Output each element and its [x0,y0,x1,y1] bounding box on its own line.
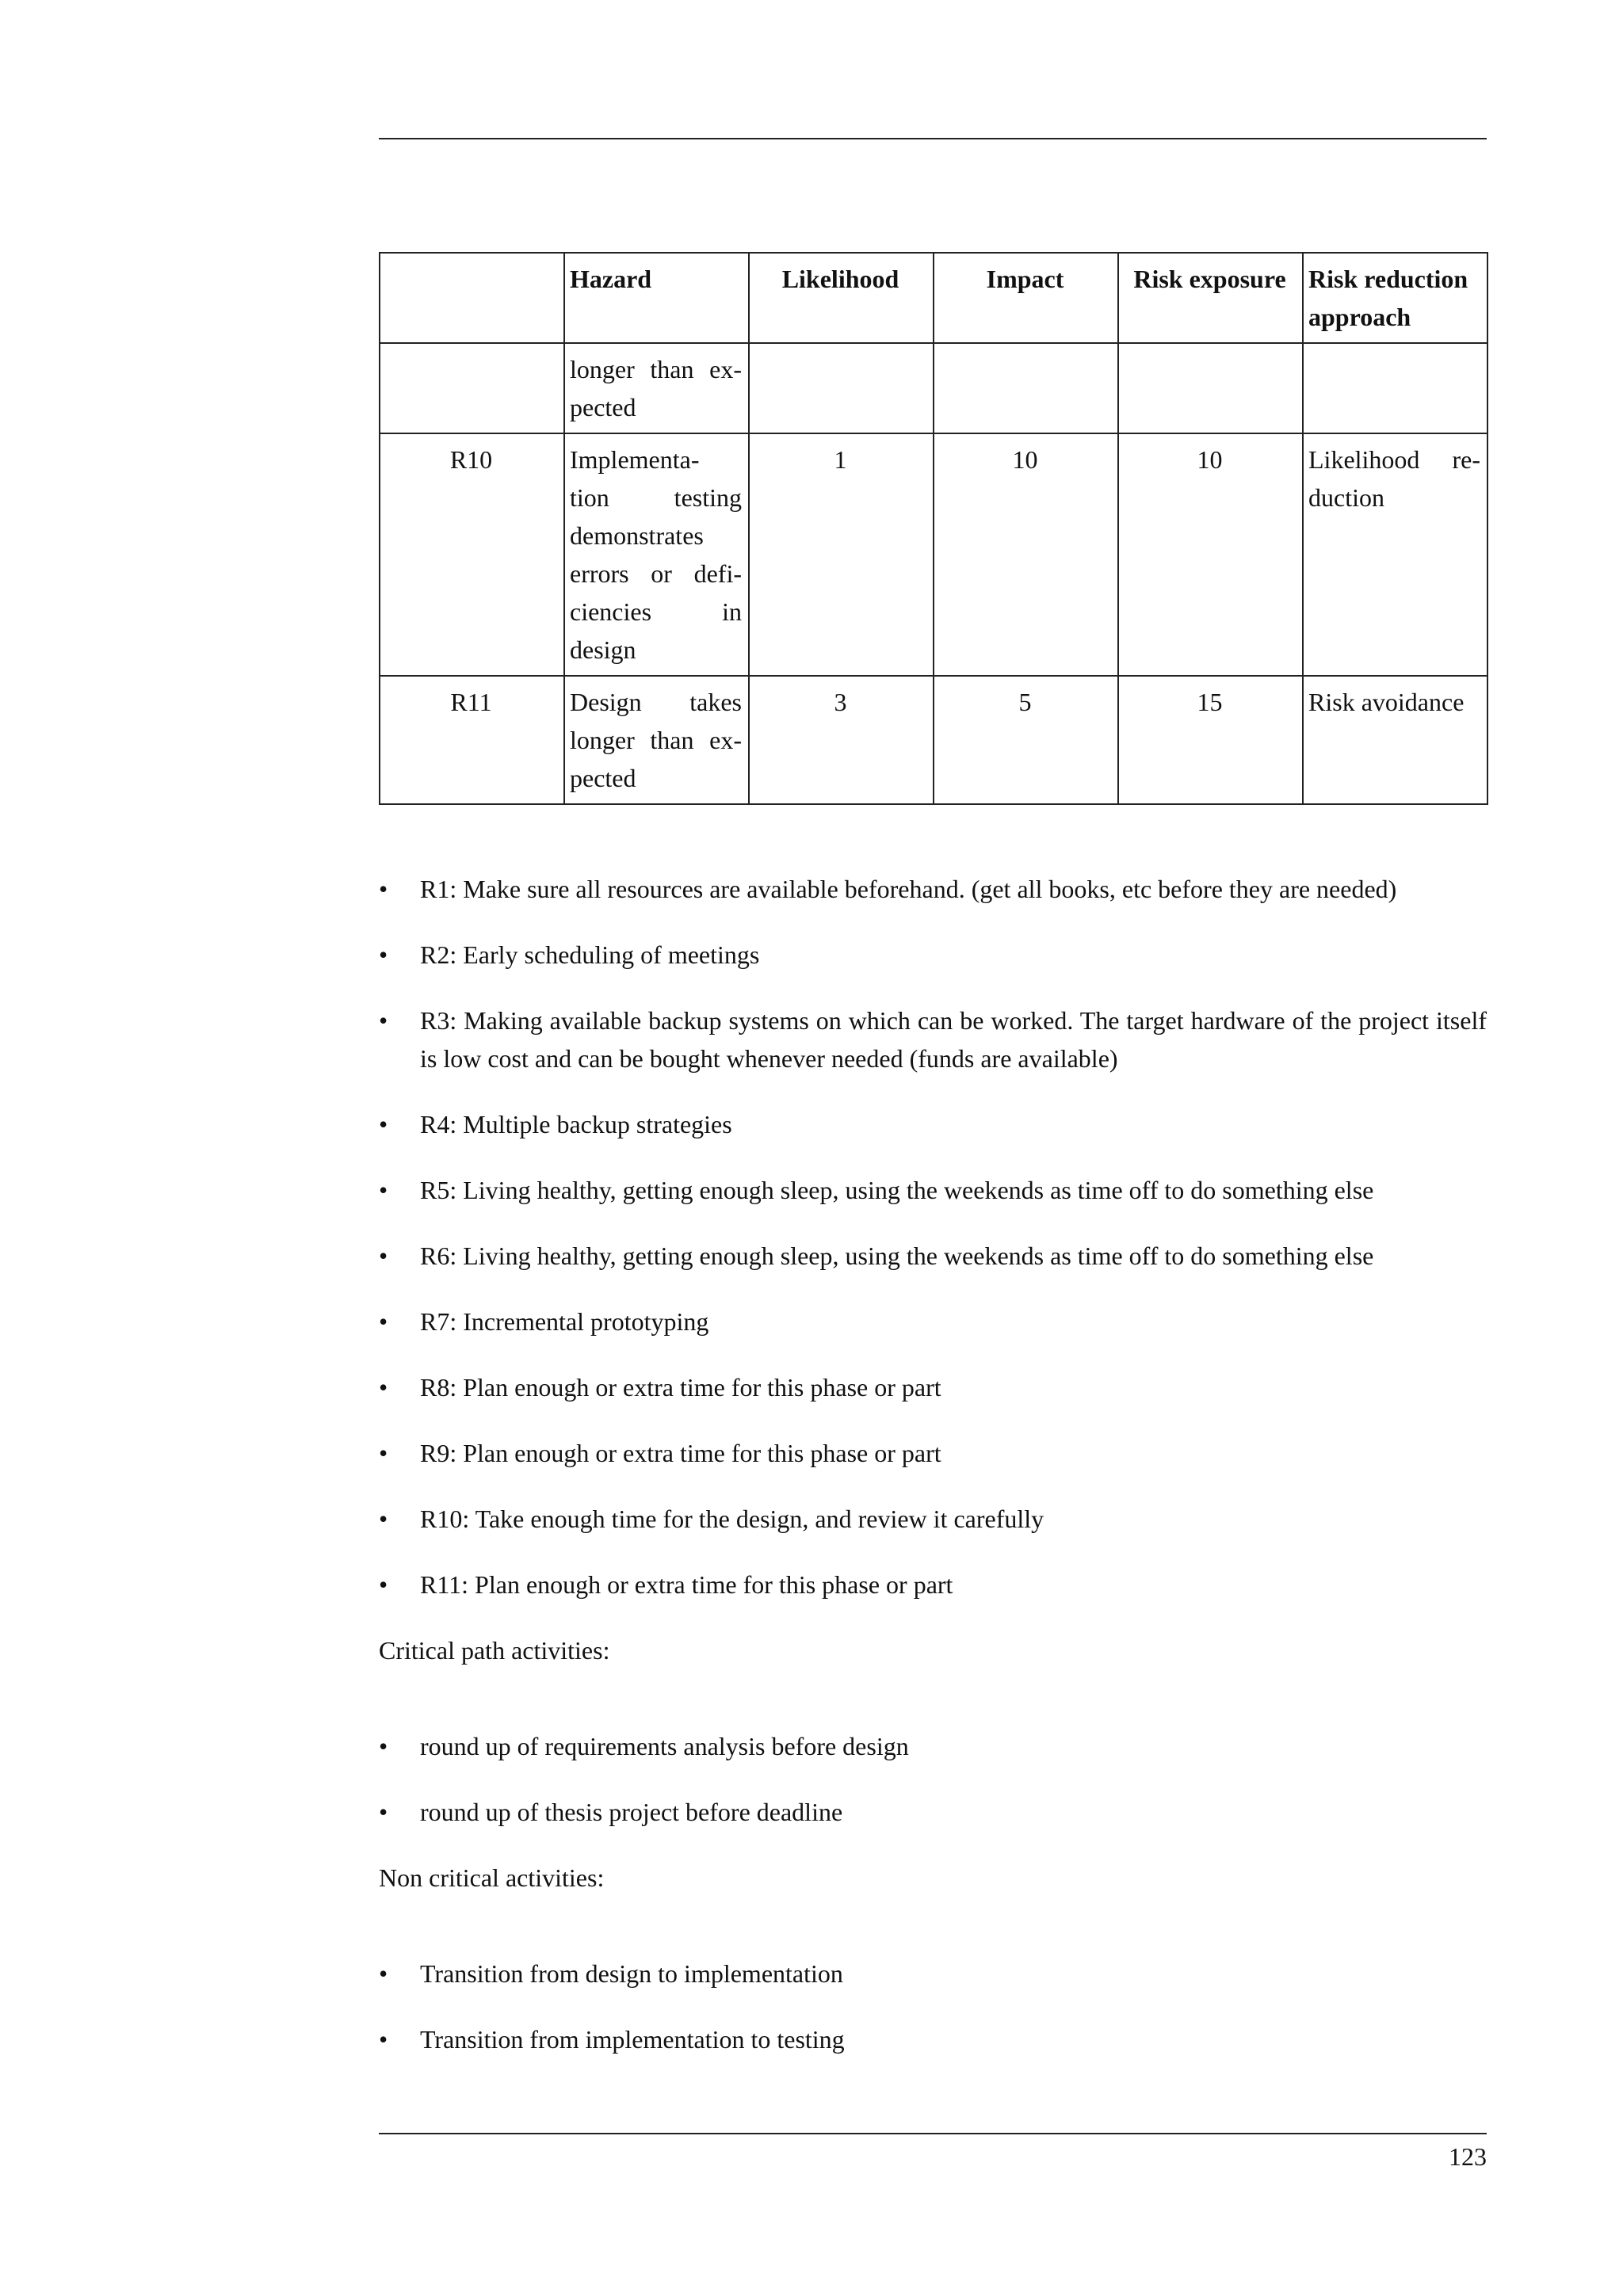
approach-line: duction [1308,483,1384,512]
cell-reduction-approach [1303,343,1487,433]
list-item [379,1500,1487,1538]
header-risk-exposure: Risk exposure [1118,253,1303,343]
cell-impact: 10 [934,433,1118,676]
bullet-icon: • [379,1006,388,1035]
header-likelihood: Likelihood [749,253,934,343]
list-item-text: R1: Make sure all resources are available beforehand. (get all books, etc before they are needed) [420,875,1397,903]
cell-reduction-approach [1303,433,1487,676]
critical-path-list [379,1727,1487,1831]
list-item [379,2020,1487,2058]
bullet-icon: • [379,1798,388,1826]
cell-risk-exposure: 15 [1118,676,1303,804]
bullet-icon: • [379,1732,388,1760]
bullet-icon: • [379,1176,388,1204]
list-item [379,870,1487,908]
bullet-icon: • [379,1307,388,1336]
table-row [380,343,1487,433]
page-number: 123 [1449,2142,1487,2171]
bullet-icon: • [379,1570,388,1599]
hazard-line: longer than ex- [570,355,742,383]
approach-line: Risk avoidance [1308,688,1465,716]
list-item [379,1171,1487,1209]
list-item-text: R2: Early scheduling of meetings [420,940,760,969]
approach-line: Likelihood re- [1308,445,1480,474]
cell-hazard [564,433,749,676]
header-rule [379,138,1487,139]
hazard-line: design [570,635,636,664]
list-item [379,1566,1487,1604]
list-item-text: R4: Multiple backup strategies [420,1110,732,1138]
list-item-text: R6: Living healthy, getting enough sleep, using the weekends as time off to do something else [420,1241,1374,1270]
critical-path-label: Critical path activities: [379,1636,610,1665]
header-hazard: Hazard [564,253,749,343]
list-item [379,1237,1487,1275]
header-impact: Impact [934,253,1118,343]
bullet-icon: • [379,940,388,969]
table-row [380,676,1487,804]
bullet-icon: • [379,875,388,903]
header-risk-reduction-approach: Risk reduction approach [1303,253,1487,343]
hazard-line: tion testing [570,483,742,512]
list-item-text: round up of requirements analysis before design [420,1732,909,1760]
list-item [379,1793,1487,1831]
cell-likelihood: 1 [749,433,934,676]
hazard-line: pected [570,764,636,792]
list-item [379,1105,1487,1143]
list-item-text: R7: Incremental prototyping [420,1307,709,1336]
cell-risk-id: R11 [380,676,564,804]
bullet-icon: • [379,2025,388,2054]
list-item-text: Transition from design to implementation [420,1959,843,1988]
bullet-icon: • [379,1241,388,1270]
hazard-line: Design takes [570,688,742,716]
bullet-icon: • [379,1505,388,1533]
risk-table [379,252,1488,805]
hazard-line: ciencies in [570,597,742,626]
bullet-icon: • [379,1373,388,1402]
cell-likelihood [749,343,934,433]
list-item-text: R5: Living healthy, getting enough sleep, using the weekends as time off to do something else [420,1176,1374,1204]
list-item [379,1727,1487,1765]
list-item [379,1368,1487,1406]
header-id [380,253,564,343]
list-item-text: R8: Plan enough or extra time for this phase or part [420,1373,941,1402]
list-item [379,936,1487,974]
list-item-text: R11: Plan enough or extra time for this phase or part [420,1570,953,1599]
cell-risk-id: R10 [380,433,564,676]
bullet-icon: • [379,1439,388,1467]
cell-hazard [564,343,749,433]
list-item-text: R9: Plan enough or extra time for this phase or part [420,1439,941,1467]
non-critical-label: Non critical activities: [379,1863,605,1892]
non-critical-list [379,1955,1487,2058]
table-row [380,433,1487,676]
hazard-line: pected [570,393,636,421]
list-item [379,1001,1487,1077]
table-header-row [380,253,1487,343]
cell-hazard [564,676,749,804]
hazard-line: errors or defi- [570,559,742,588]
cell-likelihood: 3 [749,676,934,804]
list-item-text: round up of thesis project before deadline [420,1798,843,1826]
page-content [379,870,1487,2086]
footer-rule [379,2133,1487,2134]
cell-risk-exposure [1118,343,1303,433]
cell-risk-id [380,343,564,433]
cell-reduction-approach [1303,676,1487,804]
hazard-line: Implementa- [570,445,700,474]
list-item-text: Transition from implementation to testing [420,2025,845,2054]
cell-impact [934,343,1118,433]
cell-impact: 5 [934,676,1118,804]
cell-risk-exposure: 10 [1118,433,1303,676]
list-item-text: R10: Take enough time for the design, and review it carefully [420,1505,1044,1533]
list-item [379,1302,1487,1341]
list-item-text: R3: Making available backup systems on which can be worked. The target hardware of the project itself is low cost and can be bought whenever needed (funds are available) [420,1006,1487,1073]
bullet-icon: • [379,1959,388,1988]
hazard-line: longer than ex- [570,726,742,754]
list-item [379,1434,1487,1472]
bullet-icon: • [379,1110,388,1138]
list-item [379,1955,1487,1993]
risk-reduction-list [379,870,1487,1604]
hazard-line: demonstrates [570,521,704,550]
